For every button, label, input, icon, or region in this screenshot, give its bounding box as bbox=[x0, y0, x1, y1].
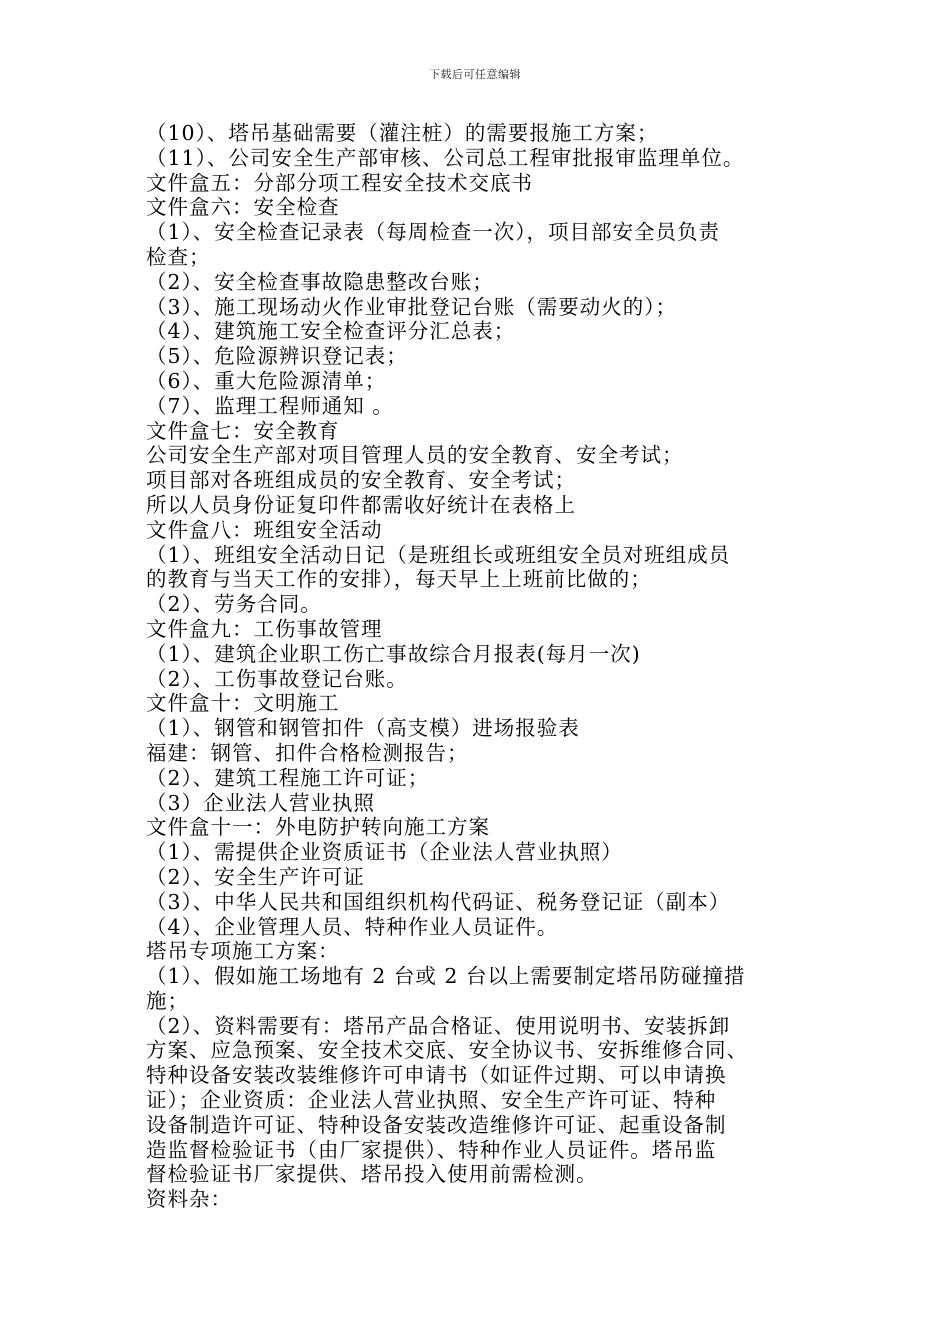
text-line: （5）、危险源辨识登记表； bbox=[146, 344, 408, 369]
text-line: （2）、资料需要有：塔吊产品合格证、使用说明书、安装拆卸 bbox=[146, 1013, 731, 1038]
page-header: 下载后可任意编辑 bbox=[429, 68, 521, 81]
text-line: 福建：钢管、扣件合格检测报告； bbox=[146, 740, 469, 765]
text-line: （4）、企业管理人员、特种作业人员证件。 bbox=[146, 914, 559, 939]
text-line: （1）、建筑企业职工伤亡事故综合月报表(每月一次) bbox=[146, 641, 641, 666]
text-line: （10）、塔吊基础需要（灌注桩）的需要报施工方案； bbox=[146, 121, 659, 145]
text-line: 公司安全生产部对项目管理人员的安全教育、安全考试； bbox=[146, 443, 684, 468]
document-body bbox=[146, 121, 818, 1212]
text-line: （2）、工伤事故登记台账。 bbox=[146, 666, 408, 691]
text-line: （1）、假如施工场地有 2 台或 2 台以上需要制定塔吊防碰撞措 bbox=[146, 964, 746, 989]
section-heading: 资料杂： bbox=[146, 1187, 232, 1212]
section-heading: 文件盒九：工伤事故管理 bbox=[146, 616, 383, 641]
text-line: 所以人员身份证复印件都需收好统计在表格上 bbox=[146, 492, 576, 517]
section-heading: 文件盒七：安全教育 bbox=[146, 418, 340, 443]
text-line: （4）、建筑施工安全检查评分汇总表； bbox=[146, 319, 516, 344]
text-line: 方案、应急预案、安全技术交底、安全协议书、安拆维修合同、 bbox=[146, 1038, 748, 1063]
text-line: 特种设备安装改装维修许可申请书（如证件过期、可以申请换 bbox=[146, 1063, 727, 1088]
text-line: 项目部对各班组成员的安全教育、安全考试； bbox=[146, 468, 576, 493]
text-line: （2）、安全检查事故隐患整改台账； bbox=[146, 269, 494, 294]
text-line: 设备制造许可证、特种设备安装改造维修许可证、起重设备制 bbox=[146, 1112, 727, 1137]
text-line: （1）、安全检查记录表（每周检查一次），项目部安全员负责 bbox=[146, 220, 721, 245]
text-line: （6）、重大危险源清单； bbox=[146, 368, 387, 393]
text-line: （7）、监理工程师通知 。 bbox=[146, 393, 394, 418]
text-line: （1）、需提供企业资质证书（企业法人营业执照） bbox=[146, 840, 623, 865]
text-line: （3）、中华人民共和国组织机构代码证、税务登记证（副本） bbox=[146, 889, 731, 914]
text-line: 检查； bbox=[146, 244, 211, 269]
text-line: （11）、公司安全生产部审核、公司总工程审批报审监理单位。 bbox=[146, 145, 745, 170]
text-line: （2）、安全生产许可证 bbox=[146, 864, 365, 889]
section-heading: 文件盒八：班组安全活动 bbox=[146, 517, 383, 542]
text-line: （2）、劳务合同。 bbox=[146, 592, 322, 617]
section-heading: 文件盒十：文明施工 bbox=[146, 691, 340, 716]
text-line: （1）、班组安全活动日记（是班组长或班组安全员对班组成员 bbox=[146, 542, 731, 567]
text-line: 造监督检验证书（由厂家提供）、特种作业人员证件。塔吊监 bbox=[146, 1137, 717, 1162]
section-heading: 文件盒五：分部分项工程安全技术交底书 bbox=[146, 170, 533, 195]
section-heading: 文件盒十一：外电防护转向施工方案 bbox=[146, 815, 490, 840]
section-heading: 文件盒六：安全检查 bbox=[146, 195, 340, 220]
text-line: 证）；企业资质：企业法人营业执照、安全生产许可证、特种 bbox=[146, 1088, 717, 1113]
text-line: （3）企业法人营业执照 bbox=[146, 790, 376, 815]
text-line: 的教育与当天工作的安排），每天早上上班前比做的； bbox=[146, 567, 652, 592]
text-line: （2）、建筑工程施工许可证； bbox=[146, 765, 430, 790]
text-line: 施； bbox=[146, 988, 189, 1013]
text-line: （1）、钢管和钢管扣件（高支模）进场报验表 bbox=[146, 716, 580, 741]
text-line: （3）、施工现场动火作业审批登记台账（需要动火的）； bbox=[146, 294, 678, 319]
text-line: 督检验证书厂家提供、塔吊投入使用前需检测。 bbox=[146, 1162, 598, 1187]
section-heading: 塔吊专项施工方案： bbox=[146, 939, 340, 964]
